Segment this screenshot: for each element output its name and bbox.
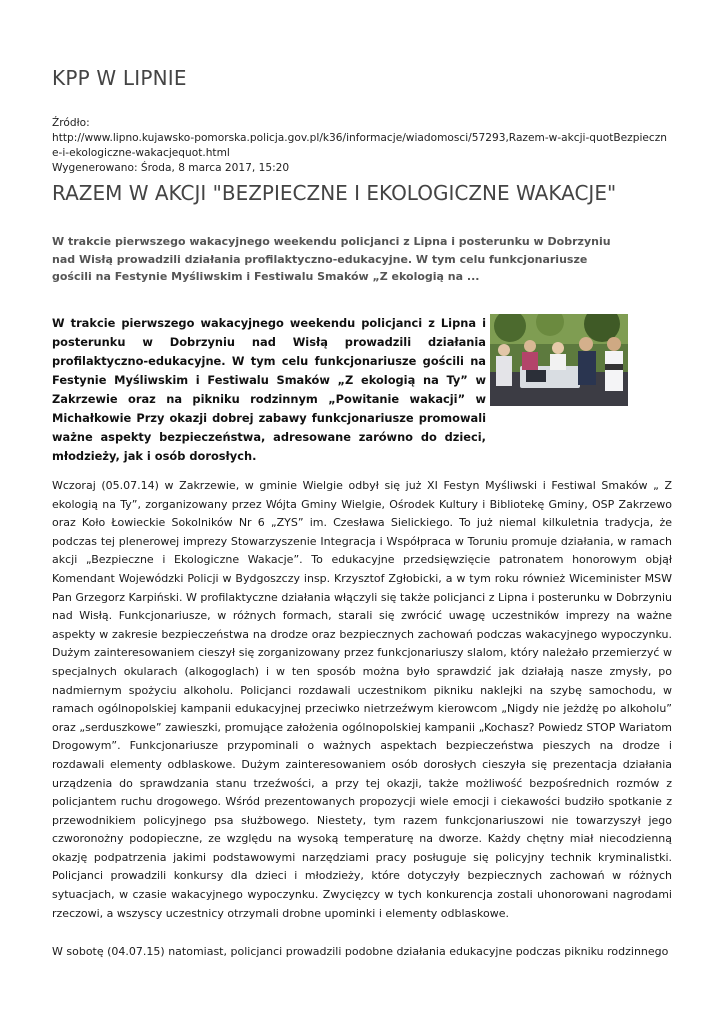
source-meta [52,116,672,176]
article-paragraph: Wczoraj (05.07.14) w Zakrzewie, w gminie Wielgie odbył się już XI Festyn Myśliwski i Festiwal Smaków „ Z ekologią na Ty”, zorganizowany przez Wójta Gminy Wielgie, Ośrodek Kultury i Bibliotekę Gminy, OSP Zakrzewo oraz Koło Łowieckie Sokolników Nr 6 „ZYS” im. Czesława Sielickiego. To już niemal kilkuletnia tradycja, że podczas tej plenerowej imprezy Stowarzyszenie Integracja i Współpraca w Toruniu promuje działania, w ramach akcji „Bezpieczne i Ekologiczne Wakacje”. To edukacyjne przedsięwzięcie patronatem honorowym objął Komendant Wojewódzki Policji w Bydgoszczy insp. Krzysztof Zgłobicki, a w tym roku również Wiceminister MSW Pan Grzegorz Karpiński. W profilaktyczne działania włączyli się także policjanci z Lipna i posterunku w Dobrzyniu nad Wisłą. Funkcjonariusze, w różnych formach, starali się zwrócić uwagę uczestników imprezy na ważne aspekty w zakresie bezpieczeństwa na drodze oraz bezpiecznych zachowań podczas wakacyjnego wypoczynku. Dużym zainteresowaniem cieszył się zorganizowany przez funkcjonariuszy slalom, który należało przemierzyć w specjalnych okularach (alkogoglach) i w ten sposób można było sprawdzić jak działają nasze zmysły, po nadmiernym spożyciu alkoholu. Policjanci rozdawali uczestnikom pikniku naklejki na szybę samochodu, w ramach ogólnopolskiej kampanii edukacyjnej przeciwko nietrzeźwym kierowcom „Nigdy nie jeżdżę po alkoholu” oraz „serduszkowe” zawieszki, promujące założenia ogólnopolskiej kampanii „Kochasz? Powiedz STOP Wariatom Drogowym”. Funkcjonariusze przypominali o ważnych aspektach bezpieczeństwa pieszych na drodze i rozdawali elementy odblaskowe. Dużym zainteresowaniem osób dorosłych cieszyła się prezentacja działania urządzenia do sprawdzania stanu trzeźwości, a przy tej okazji, także możliwość bezpośrednich rozmów z policjantem ruchu drogowego. Wśród prezentowanych propozycji wiele emocji i ciekawości budziło spotkanie z przewodnikiem policyjnego psa służbowego. Niestety, tym razem funkcjonariuszowi nie towarzyszył jego czworonożny podopieczne, ze względu na wysoką temperaturę na dworze. Każdy chętny miał niecodzienną okazję podpatrzenia jakimi podstawowymi narzędziami pracy posługuje się policyjny technik kryminalistki. Policjanci prowadzili konkursy dla dzieci i młodzieży, które dotyczyły bezpiecznych zachowań w różnych sytuacjach, w czasie wakacyjnego wypoczynku. Zwycięzcy w tych konkurencja zostali uhonorowani nagrodami rzeczowi, a wszyscy uczestnicy otrzymali drobne upominki i elementy odblaskowe. [52,479,672,920]
article-lead: W trakcie pierwszego wakacyjnego weekendu policjanci z Lipna i posterunku w Dobrzyniu nad Wisłą prowadzili działania profilaktyczno-edukacyjne. W tym celu funkcjonariusze gościli na Festynie Myśliwskim i Festiwalu Smaków „Z ekologią na ... [52,235,611,283]
article-body [52,477,672,982]
article-intro: W trakcie pierwszego wakacyjnego weekendu policjanci z Lipna i posterunku w Dobrzyniu nad Wisłą prowadzili działania profilaktyczno-edukacyjne. W tym celu funkcjonariusze gościli na Festynie Myśliwskim i Festiwalu Smaków „Z ekologią na Ty” w Zakrzewie oraz na pikniku rodzinnym „Powitanie wakacji” w Michałkowie Przy okazji dobrej zabawy funkcjonariusze promowali ważne aspekty bezpieczeństwa, adresowane zarówno do dzieci, młodzieży, jak i osób dorosłych. [52,316,486,463]
article-paragraph: W sobotę (04.07.15) natomiast, policjanci prowadzili podobne działania edukacyjne podczas pikniku rodzinnego [52,945,669,959]
source-label: Źródło: [52,117,90,129]
source-url: http://www.lipno.kujawsko-pomorska.policja.gov.pl/k36/informacje/wiadomosci/57293,Razem-w-akcji-quotBezpieczne-i-ekologiczne-wakacjequot.html [52,132,668,159]
generated-date: Wygenerowano: Środa, 8 marca 2017, 15:20 [52,162,290,174]
article-title: RAZEM W AKCJI "BEZPIECZNE I EKOLOGICZNE WAKACJE" [52,181,617,205]
site-title: KPP W LIPNIE [52,66,187,90]
article-photo [490,314,628,406]
